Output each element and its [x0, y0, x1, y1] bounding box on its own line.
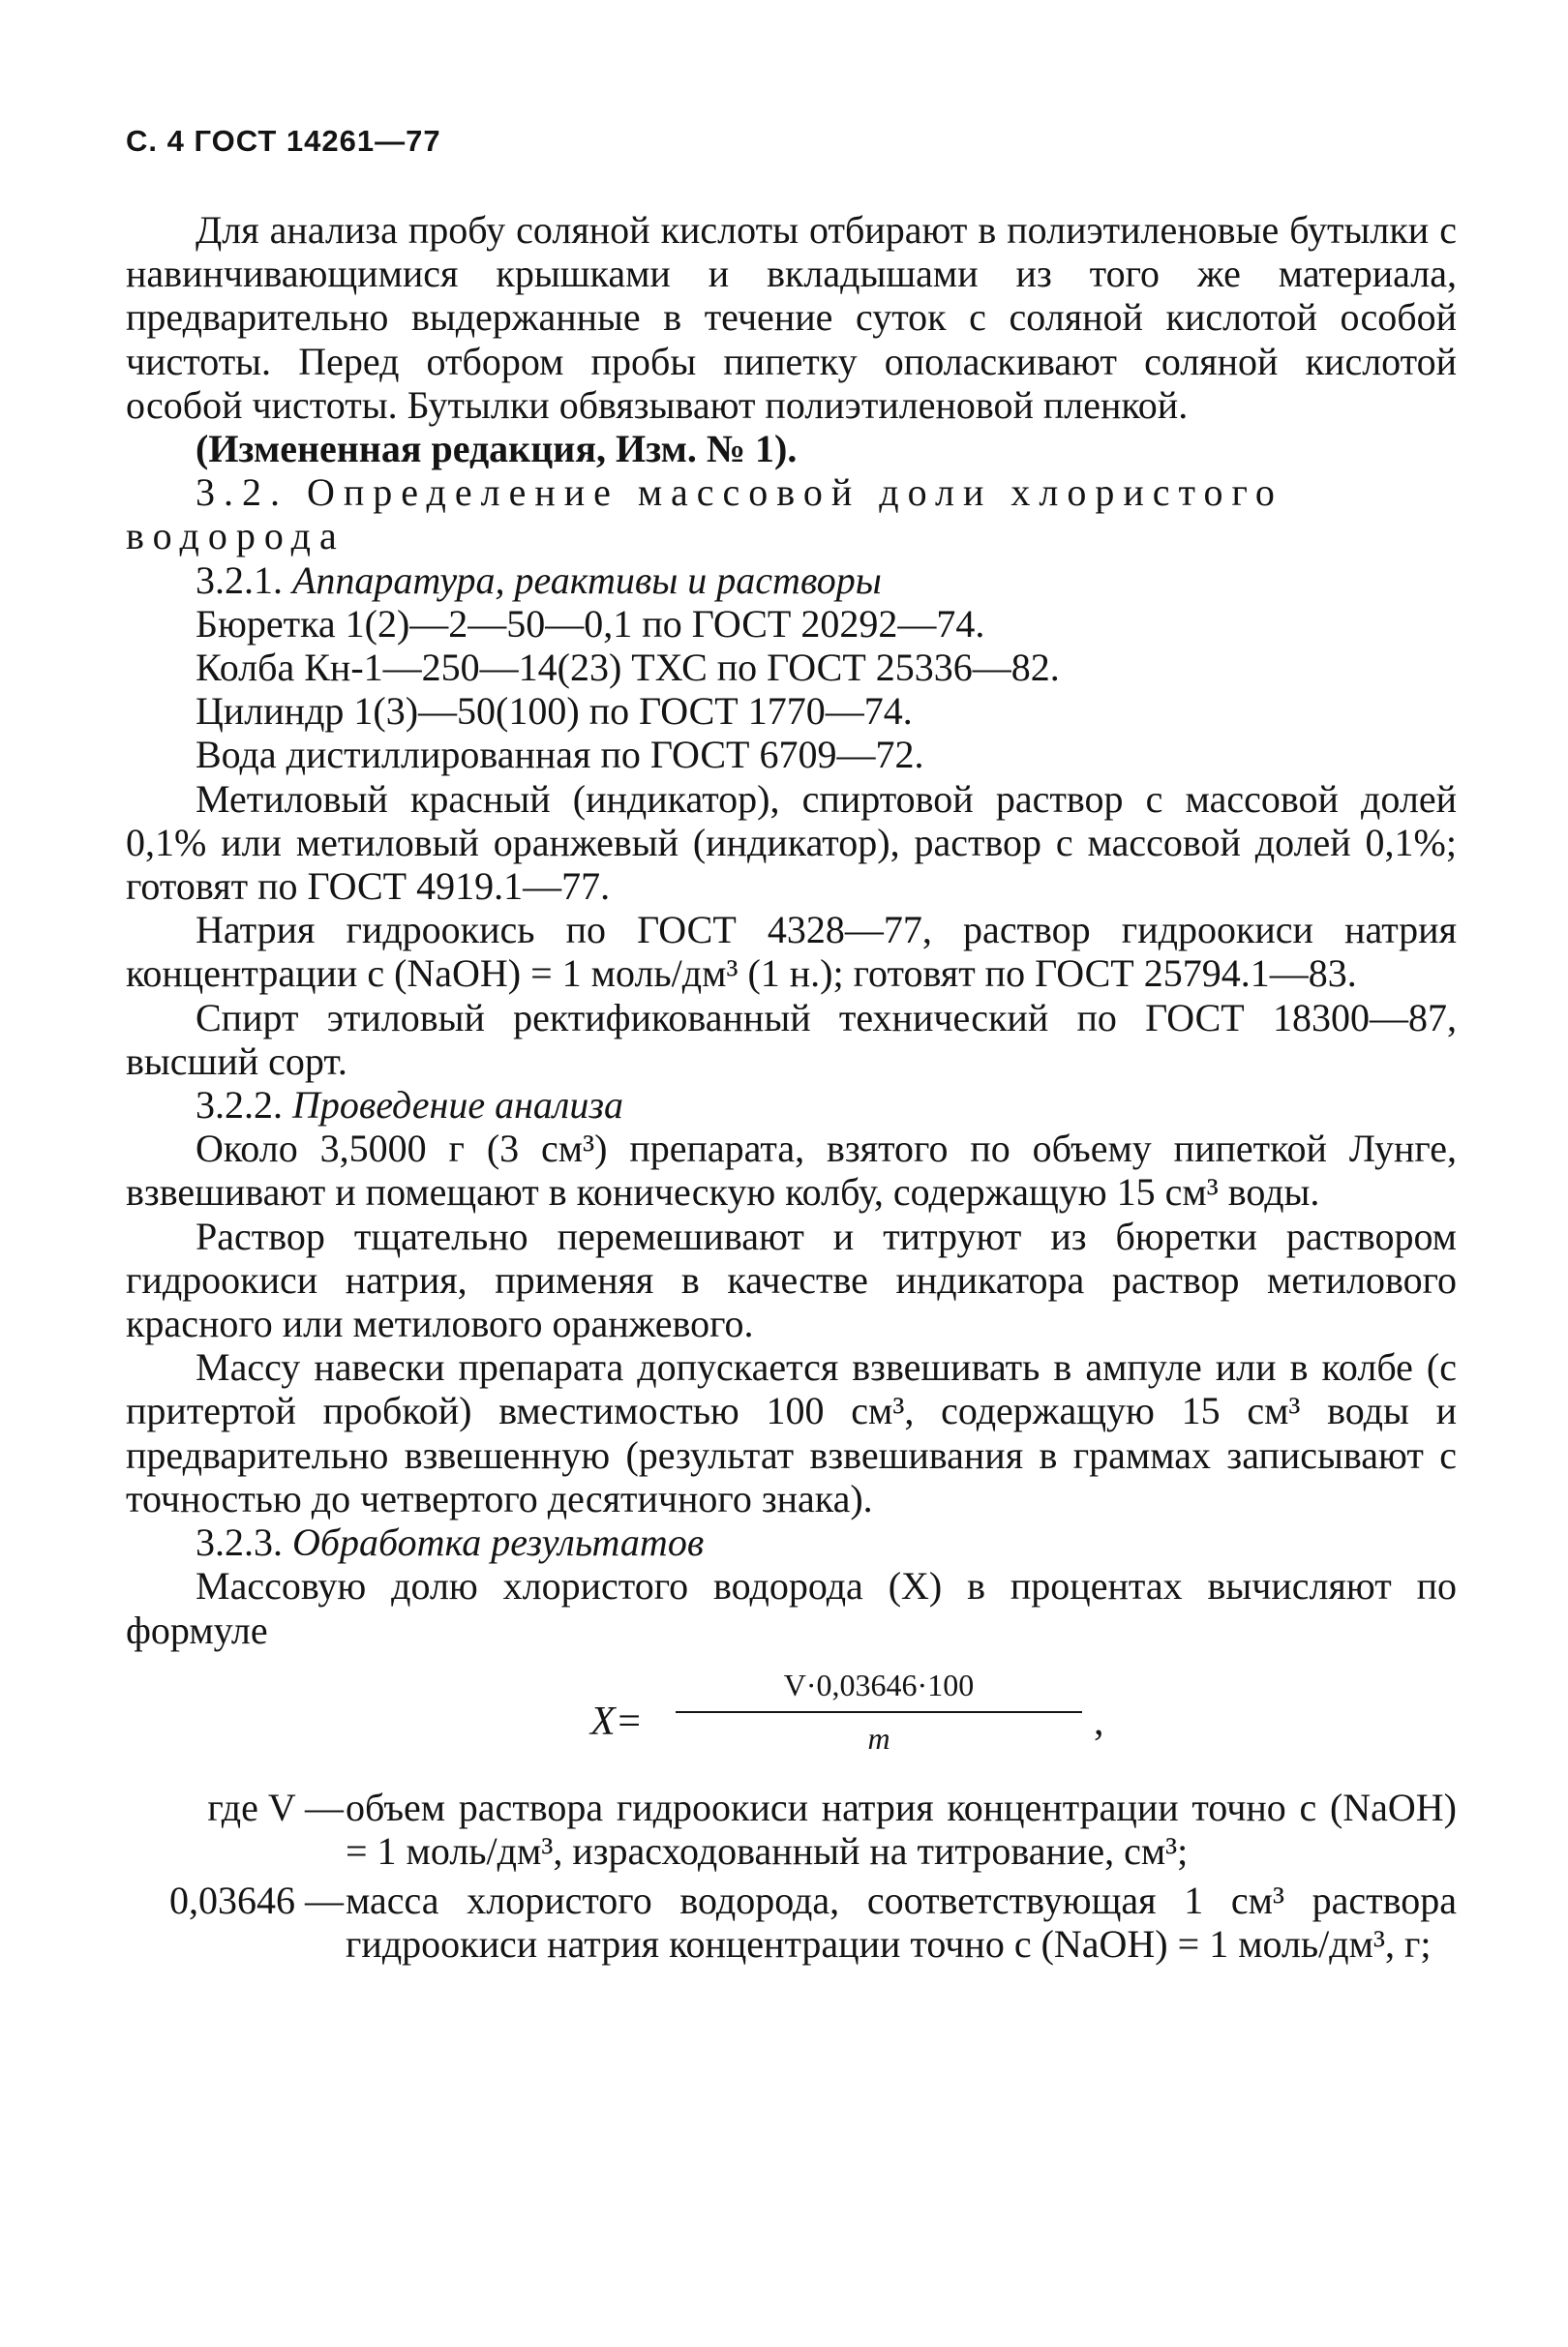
section-number: 3.2.1.	[196, 557, 283, 602]
section-heading-3-2-2	[126, 1083, 1457, 1127]
amendment-note: (Измененная редакция, Изм. № 1).	[196, 427, 798, 471]
section-title: Аппаратура, реактивы и растворы	[292, 557, 882, 602]
section-title: Обработка результатов	[292, 1520, 705, 1565]
item-burette: Бюретка 1(2)—2—50—0,1 по ГОСТ 20292—74.	[196, 601, 985, 646]
definition-v	[126, 1786, 1457, 1873]
item-naoh: Натрия гидроокись по ГОСТ 4328—77, раствор гидроокиси натрия концентрации c (NaOH) = 1 моль/дм³ (1 н.); готовят по ГОСТ 25794.1—83.	[126, 908, 1457, 996]
paragraph-procedure-2: Раствор тщательно перемешивают и титруют из бюретки раствором гидроокиси натрия, применяя в качестве индикатора раствор метилового красного или метилового оранжевого.	[126, 1214, 1457, 1346]
section-heading-3-2: 3.2. Определение массовой доли хлористого водорода	[126, 470, 1283, 558]
paragraph-formula-intro: Массовую долю хлористого водорода (X) в процентах вычисляют по формуле	[126, 1564, 1457, 1652]
section-heading-3-2-1	[126, 558, 1457, 602]
item-cylinder: Цилиндр 1(3)—50(100) по ГОСТ 1770—74.	[196, 689, 913, 734]
formula	[126, 1660, 1457, 1786]
item-alcohol: Спирт этиловый ректификованный технический по ГОСТ 18300—87, высший сорт.	[126, 995, 1457, 1083]
item-flask: Колба Кн-1—250—14(23) ТХС по ГОСТ 25336—82.	[196, 646, 1060, 690]
definition-constant	[126, 1879, 1457, 1966]
section-title: Проведение анализа	[292, 1083, 623, 1128]
section-number: 3.2.2.	[196, 1083, 283, 1128]
paragraph-procedure-3: Массу навески препарата допускается взвешивать в ампуле или в колбе (с притертой пробкой) вместимостью 100 см³, содержащую 15 см³ воды и предварительно взвешенную (результат взвешивания в граммах записывают с точностью до четвертого десятичного знака).	[126, 1345, 1457, 1520]
item-indicator: Метиловый красный (индикатор), спиртовой раствор с массовой долей 0,1% или метиловый оранжевый (индикатор), раствор с массовой долей 0,1%; готовят по ГОСТ 4919.1—77.	[126, 776, 1457, 909]
formula-denominator: m	[867, 1720, 890, 1756]
formula-fraction	[676, 1664, 1082, 1760]
section-number: 3.2.3.	[196, 1520, 283, 1565]
formula-numerator: V·0,03646·100	[676, 1664, 1082, 1713]
definition-text: масса хлористого водорода, соответствующая 1 см³ раствора гидроокиси натрия концентрации точно c (NaOH) = 1 моль/дм³, г;	[346, 1879, 1457, 1967]
formula-trailing-comma: ,	[1094, 1699, 1104, 1744]
paragraph-sampling: Для анализа пробу соляной кислоты отбирают в полиэтиленовые бутылки с навинчивающимися крышками и вкладышами из того же материала, предварительно выдержанные в течение суток с соляной кислотой особой чистоты. Перед отбором пробы пипетку ополаскивают соляной кислотой особой чистоты. Бутылки обвязывают полиэтиленовой пленкой.	[126, 208, 1457, 427]
definition-term: где V —	[207, 1785, 344, 1829]
running-header: С. 4 ГОСТ 14261—77	[126, 124, 441, 158]
formula-lhs: X=	[590, 1699, 643, 1744]
definition-text: объем раствора гидроокиси натрия концентрации точно c (NaOH) = 1 моль/дм³, израсходованный на титрование, см³;	[346, 1785, 1457, 1873]
item-water: Вода дистиллированная по ГОСТ 6709—72.	[196, 733, 924, 777]
section-heading-3-2-3	[126, 1520, 1457, 1564]
page-body	[126, 208, 1457, 1967]
definition-term: 0,03646 —	[169, 1879, 344, 1923]
paragraph-procedure-1: Около 3,5000 г (3 см³) препарата, взятого по объему пипеткой Лунге, взвешивают и помещают в коническую колбу, содержащую 15 см³ воды.	[126, 1127, 1457, 1215]
